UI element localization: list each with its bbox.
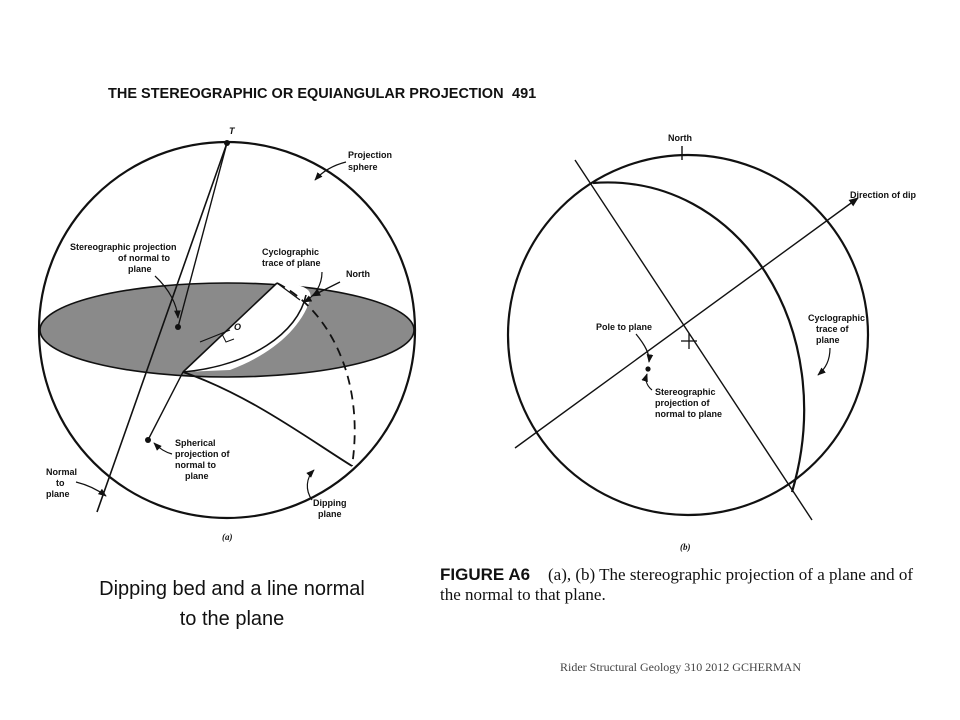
label-stereo-b-1: Stereographic (655, 387, 716, 397)
panel-label-a: (a) (222, 532, 233, 542)
label-spherical-2: projection of (175, 449, 230, 459)
label-o: O (234, 322, 242, 332)
label-normal-2: to (56, 478, 65, 488)
slide-caption (62, 574, 402, 634)
label-cyclographic-2: trace of plane (262, 258, 321, 268)
label-north-b: North (668, 133, 692, 143)
label-cyclographic-b-3: plane (816, 335, 840, 345)
label-stereo-projection-3: plane (128, 264, 152, 274)
label-stereo-projection-1: Stereographic projection (70, 242, 177, 252)
label-spherical-3: normal to (175, 460, 217, 470)
arrow-cyclographic-b (818, 348, 830, 375)
arrow-dipping (307, 470, 314, 500)
primitive-circle (508, 155, 868, 515)
label-direction-of-dip: Direction of dip (850, 190, 916, 200)
figure-caption-line2: the normal to that plane. (440, 585, 606, 604)
page-header-title: THE STEREOGRAPHIC OR EQUIANGULAR PROJECTION (108, 86, 504, 102)
figure-b (508, 133, 916, 552)
arrow-normal (76, 482, 106, 496)
spherical-projection-point (145, 437, 151, 443)
label-t: T (229, 126, 235, 136)
figure-a (39, 126, 415, 542)
label-stereo-projection-2: of normal to (118, 253, 170, 263)
slide-caption-line2: to the plane (179, 608, 285, 630)
strike-line (575, 160, 812, 520)
label-cyclographic-b-2: trace of (816, 324, 849, 334)
label-projection-sphere-2: sphere (348, 162, 378, 172)
label-cyclographic-b-1: Cyclographic (808, 313, 866, 323)
label-stereo-b-3: normal to plane (655, 409, 723, 419)
label-dipping-1: Dipping (313, 498, 347, 508)
label-dipping-2: plane (318, 509, 342, 519)
label-cyclographic-1: Cyclographic (262, 247, 320, 257)
label-pole-to-plane: Pole to plane (596, 322, 653, 332)
label-north-a: North (346, 269, 370, 279)
figure-caption-line1: (a), (b) The stereographic projection of a plane and of (548, 565, 914, 584)
label-projection-sphere-1: Projection (348, 150, 393, 160)
pole-point (645, 366, 650, 371)
label-spherical-1: Spherical (175, 438, 216, 448)
top-point-t (224, 140, 230, 146)
arrow-projection-sphere (315, 162, 346, 180)
footer-credit: Rider Structural Geology 310 2012 GCHERMAN (560, 660, 801, 674)
normal-segment (148, 372, 183, 440)
stereo-projection-point (175, 324, 181, 330)
cyclographic-arc (593, 182, 804, 492)
label-normal-1: Normal (46, 467, 78, 477)
label-spherical-4: plane (185, 471, 209, 481)
slide-caption-line1: Dipping bed and a line normal (99, 578, 365, 600)
page-number: 491 (512, 86, 537, 102)
figure-number: FIGURE A6 (440, 565, 531, 584)
arrow-spherical (154, 443, 172, 454)
panel-label-b: (b) (680, 542, 691, 552)
label-stereo-b-2: projection of (655, 398, 710, 408)
arrow-stereo-b (646, 374, 652, 390)
label-normal-3: plane (46, 489, 70, 499)
